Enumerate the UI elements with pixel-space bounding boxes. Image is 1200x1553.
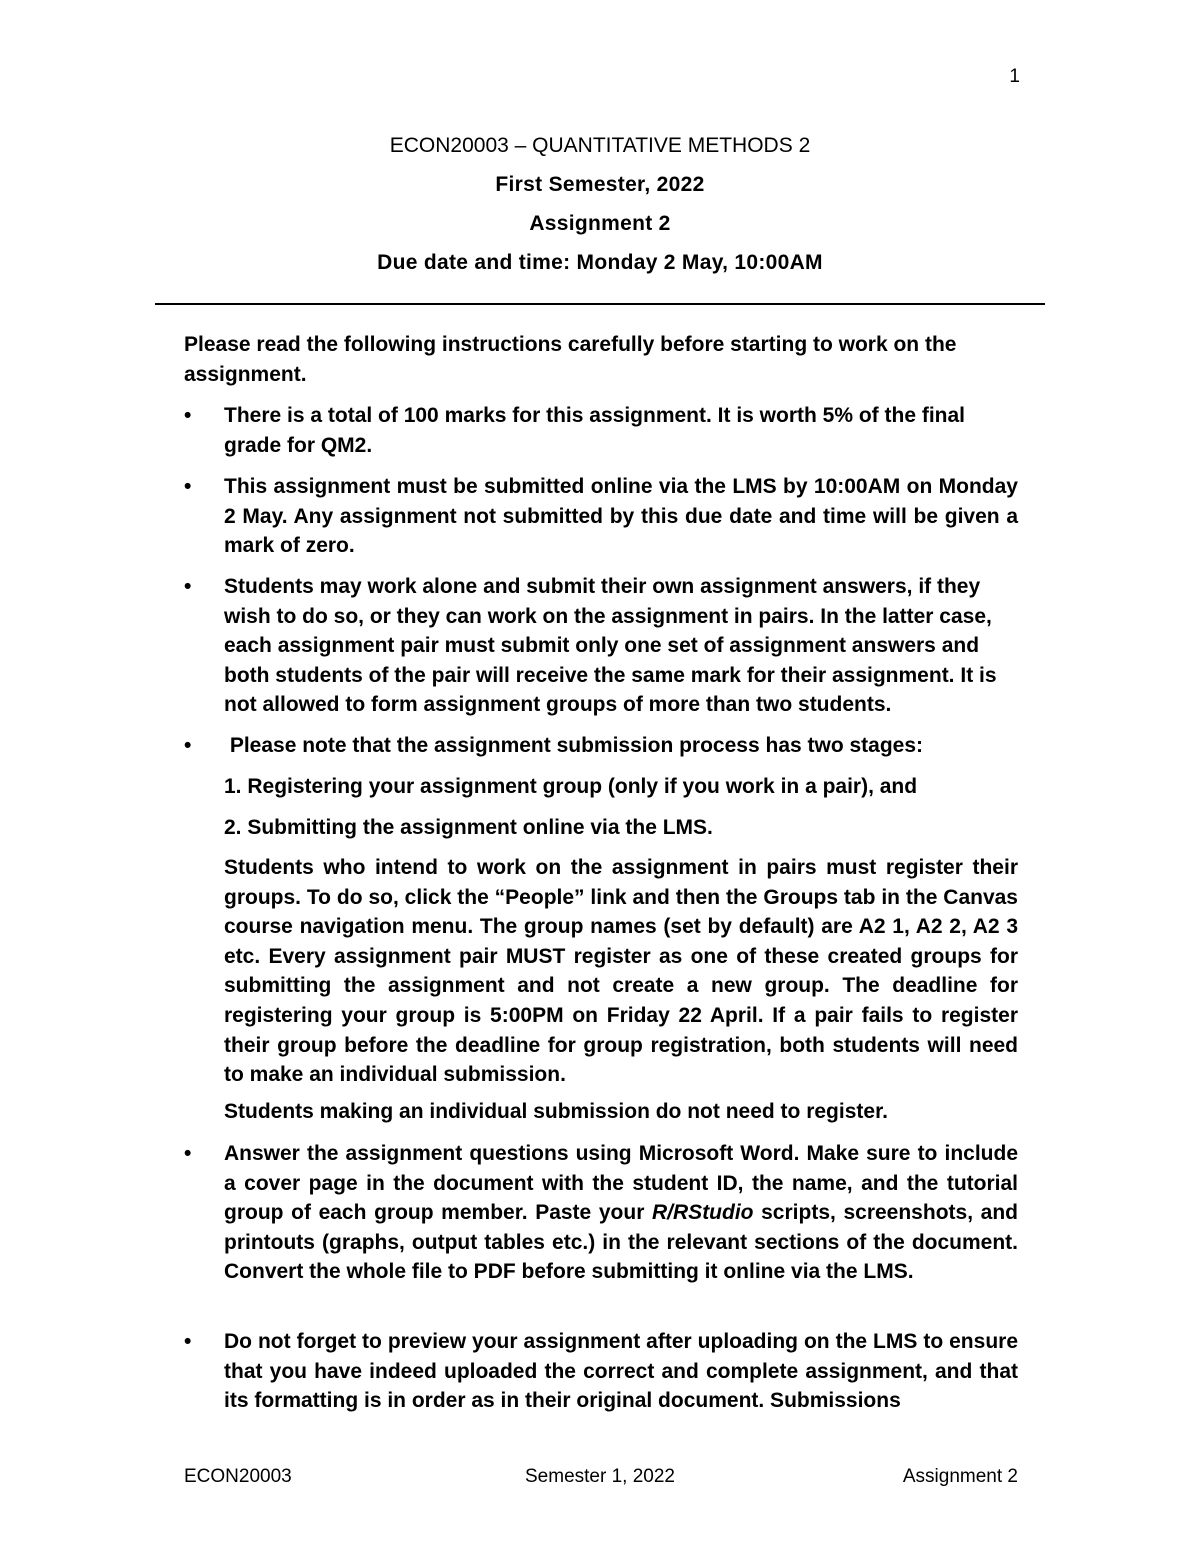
bullet-icon: •: [184, 575, 192, 598]
header-divider: [155, 303, 1045, 305]
bullet-pairs: [184, 572, 1018, 720]
bullet-text: [224, 1139, 1018, 1287]
bullet-text: There is a total of 100 marks for this assignment. It is worth 5% of the final grade for QM2.: [224, 404, 965, 457]
bullet-marks: [184, 401, 1018, 460]
stage-step-1: 1. Registering your assignment group (only if you work in a pair), and: [224, 775, 918, 798]
page-number: 1: [1009, 66, 1020, 87]
due-date-line: Due date and time: Monday 2 May, 10:00AM: [377, 251, 823, 274]
stage-step-2: 2. Submitting the assignment online via the LMS.: [224, 816, 713, 839]
individual-submission-note: Students making an individual submission do not need to register.: [224, 1100, 888, 1123]
bullet-submission: [184, 472, 1018, 561]
assignment-title: Assignment 2: [529, 212, 671, 235]
footer-assignment: Assignment 2: [902, 1466, 1018, 1487]
course-title: ECON20003 – QUANTITATIVE METHODS 2: [389, 134, 811, 157]
bullet-word-format: [184, 1139, 1018, 1287]
bullet-preview: [184, 1327, 1018, 1416]
bullet-icon: •: [184, 475, 192, 498]
bullet-text: This assignment must be submitted online via the LMS by 10:00AM on Monday 2 May. Any assignment not submitted by this due date and time will be given a mark of zero.: [224, 475, 1018, 558]
bullet-text-part: scripts, screenshots, and printouts (graphs, output tables etc.) in the relevant sections of the document. Convert the whole file to PDF before submitting it online via the LMS.: [224, 1201, 1018, 1284]
bullet-text-part: Answer the assignment questions using Microsoft Word. Make sure to include a cover page in the document with the student ID, the name, and the tutorial group of each group member. Paste your: [224, 1142, 1018, 1225]
intro-paragraph: Please read the following instructions carefully before starting to work on the assignment.: [184, 333, 957, 386]
bullet-stages: [184, 731, 1018, 761]
footer-course-code: ECON20003: [184, 1466, 292, 1487]
bullet-icon: •: [184, 1142, 192, 1165]
bullet-icon: •: [184, 1330, 192, 1353]
group-registration-paragraph: Students who intend to work on the assignment in pairs must register their groups. To do so, click the “People” link and then the Groups tab in the Canvas course navigation menu. The group names (set by default) are A2 1, A2 2, A2 3 etc. Every assignment pair MUST register as one of these created groups for submitting the assignment and not create a new group. The deadline for registering your group is 5:00PM on Friday 22 April. If a pair fails to register their group before the deadline for group registration, both students will need to make an individual submission.: [224, 856, 1018, 1087]
bullet-text: Do not forget to preview your assignment after uploading on the LMS to ensure that you have indeed uploaded the correct and complete assignment, and that its formatting is in order as in their original document. Submissions: [224, 1330, 1018, 1413]
bullet-text: Students may work alone and submit their own assignment answers, if they wish to do so, or they can work on the assignment in pairs. In the latter case, each assignment pair must submit only one set of assignment answers and both students of the pair will receive the same mark for their assignment. It is not allowed to form assignment groups of more than two students.: [224, 575, 997, 717]
footer-semester: Semester 1, 2022: [525, 1466, 675, 1487]
semester-line: First Semester, 2022: [495, 173, 705, 196]
bullet-icon: •: [184, 404, 192, 427]
bullet-text: Please note that the assignment submission process has two stages:: [224, 734, 924, 757]
bullet-icon: •: [184, 734, 192, 757]
rstudio-italic: R/RStudio: [652, 1201, 754, 1225]
